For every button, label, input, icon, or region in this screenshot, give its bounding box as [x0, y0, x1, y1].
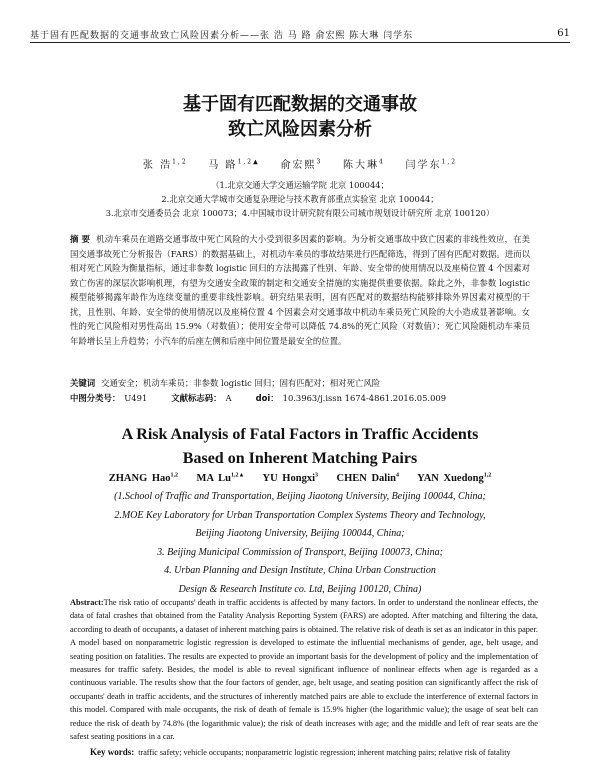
english-title-line-1: A Risk Analysis of Fatal Factors in Traffic Accidents	[121, 426, 479, 443]
chinese-keywords-text: 交通安全；机动车乘员；非参数 logistic 回归；固有匹配对；相对死亡风险	[101, 378, 381, 388]
english-authors	[0, 472, 600, 484]
chinese-abstract-label: 摘 要	[70, 234, 91, 244]
chinese-abstract	[70, 232, 530, 348]
doi-value: 10.3963/j.issn 1674-4861.2016.05.009	[282, 393, 447, 403]
english-affiliation-line: 3. Beijing Municipal Commission of Transport, Beijing 100073, China;	[157, 546, 443, 558]
page-number: 61	[557, 28, 570, 39]
chinese-author: 张 浩$^{1,2}$	[142, 158, 188, 171]
english-affiliation-line: 2.MOE Key Laboratory for Urban Transportation Complex Systems Theory and Technology,	[114, 509, 486, 521]
doi-label: doi：	[255, 393, 279, 403]
english-author: YU Hongxi$^3$	[262, 472, 318, 484]
english-keywords-text: traffic safety; vehicle occupants; nonparametric logistic regression; inherent matching pairs; relative risk of fatality	[138, 748, 511, 757]
chinese-affiliation-1: （1.北京交通大学交通运输学院 北京 100044；	[211, 180, 389, 190]
english-keywords	[90, 747, 550, 757]
english-title	[0, 423, 600, 471]
english-author: CHEN Dalin$^4$	[336, 472, 399, 484]
english-abstract	[70, 596, 538, 743]
english-author: ZHANG Hao$^{1,2}$	[108, 472, 179, 484]
running-head-text: 基于固有匹配数据的交通事故致亡风险因素分析——张 浩 马 路 俞宏熙 陈大琳 闫学东	[30, 31, 414, 41]
chinese-author: 俞宏熙$^3$	[280, 158, 323, 171]
english-affiliation-line: Design & Research Institute co. Ltd, Beijing 100120, China)	[178, 583, 422, 595]
running-head	[30, 28, 570, 43]
chinese-abstract-text: 机动车乘员在道路交通事故中死亡风险的大小受到很多因素的影响。为分析交通事故中致亡因素的非线性效应，在美国交通事故死亡分析报告（FARS）的数据基础上，对机动车乘员的事故结果进行匹配筛选，得到了固有匹配对数据。进而以相对死亡风险为衡量指标，通过非参数 logistic 回归的方法揭露了性别、年龄、安全带的使用情况以及座椅位置 4 个因素对致亡伤害的深层次影响机理，有望为交通安全政策的制定和交通安全措施的实施提供重要依据。除此之外，非参数 logistic 模型能够揭露年龄作为连续变量的重要非线性影响。研究结果表明，固有匹配对的数据结构能够排除外界因素对模型的干扰，且性别、年龄、安全带的使用情况以及座椅位置 4 个因素会对交通事故中机动车乘员死亡风险的大小造成显著影响。女性的死亡风险相对男性高出 15.9%（对数值）；使用安全带可以降低 74.8%的死亡风险（对数值）；死亡风险随机动车乘员年龄增长呈上升趋势；小汽车的后座左侧和后座中间位置是最安全的位置。	[70, 234, 530, 346]
chinese-author: 闫学东$^{1,2}$	[405, 158, 458, 171]
class-number-label: 中图分类号：	[70, 393, 121, 403]
chinese-authors	[0, 156, 600, 171]
chinese-affiliation-3: 3.北京市交通委员会 北京 100073；4.中国城市设计研究院有限公司城市规划设计研究所 北京 100120）	[105, 208, 495, 218]
class-number-value: U491	[124, 393, 148, 403]
classification-line	[70, 392, 530, 404]
chinese-author: 陈大琳$^4$	[342, 158, 385, 171]
chinese-author: 马 路$^{1,2▲}$	[208, 158, 260, 171]
english-keywords-label: Key words:	[90, 747, 135, 757]
document-code-value: A	[225, 393, 232, 403]
english-abstract-label: Abstract:	[70, 598, 104, 607]
english-abstract-text: The risk ratio of occupants' death in traffic accidents is affected by many factors. In order to understand the nonlinear effects, the data of fatal crashes that obtained from the Fatality Analysis Reporting System (FARS) are adopted. After matching and filtering the data, according to death of occupants, a dataset of inherent matching pairs is obtained. The relative risk of death is set as an indicator in this paper. A model based on nonparametric logistic regression is developed to estimate the influential mechanisms of gender, age, belt usage, and seating position on fatalities. The results are expected to provide an important basis for the development of policy and the implementation of measures for traffic safety. Besides, the model is able to reveal significant influence of nonlinear effects when age is regarded as a continuous variable. The results show that the four factors of gender, age, belt usage, and seating position can significantly affect the risk of occupants' death in traffic accidents, and the structures of inherently matched pairs are able to exclude the interference of external factors in this model. Compared with male occupants, the risk of death of female is 15.9% higher (the logarithmic value); the usage of seat belt can reduce the risk of death by 74.8% (the logarithmic value); the risk of death increases with age; and the middle and left of rear seats are the safest seating positions in a car.	[70, 598, 538, 742]
english-author: MA $Lu^{1,2▲}$	[196, 472, 245, 484]
chinese-keywords-label: 关键词	[70, 378, 96, 388]
english-affiliations	[40, 488, 560, 599]
english-title-line-2: Based on Inherent Matching Pairs	[182, 450, 418, 467]
chinese-title	[0, 92, 600, 142]
chinese-title-line-2: 致亡风险因素分析	[228, 119, 372, 140]
english-affiliation-line: Beijing Jiaotong University, Beijing 100044, China;	[195, 528, 405, 539]
english-affiliation-line: (1.School of Traffic and Transportation, Beijing Jiaotong University, Beijing 100044, China;	[114, 491, 486, 502]
english-affiliation-line: 4. Urban Planning and Design Institute, China Urban Construction	[164, 565, 436, 576]
document-code-label: 文献标志码：	[171, 393, 222, 403]
english-author: YAN Xuedong$^{1,2}$	[417, 472, 492, 484]
chinese-title-line-1: 基于固有匹配数据的交通事故	[183, 94, 417, 115]
chinese-affiliation-2: 2.北京交通大学城市交通复杂理论与技术教育部重点实验室 北京 100044；	[161, 194, 439, 204]
chinese-keywords	[70, 377, 530, 389]
